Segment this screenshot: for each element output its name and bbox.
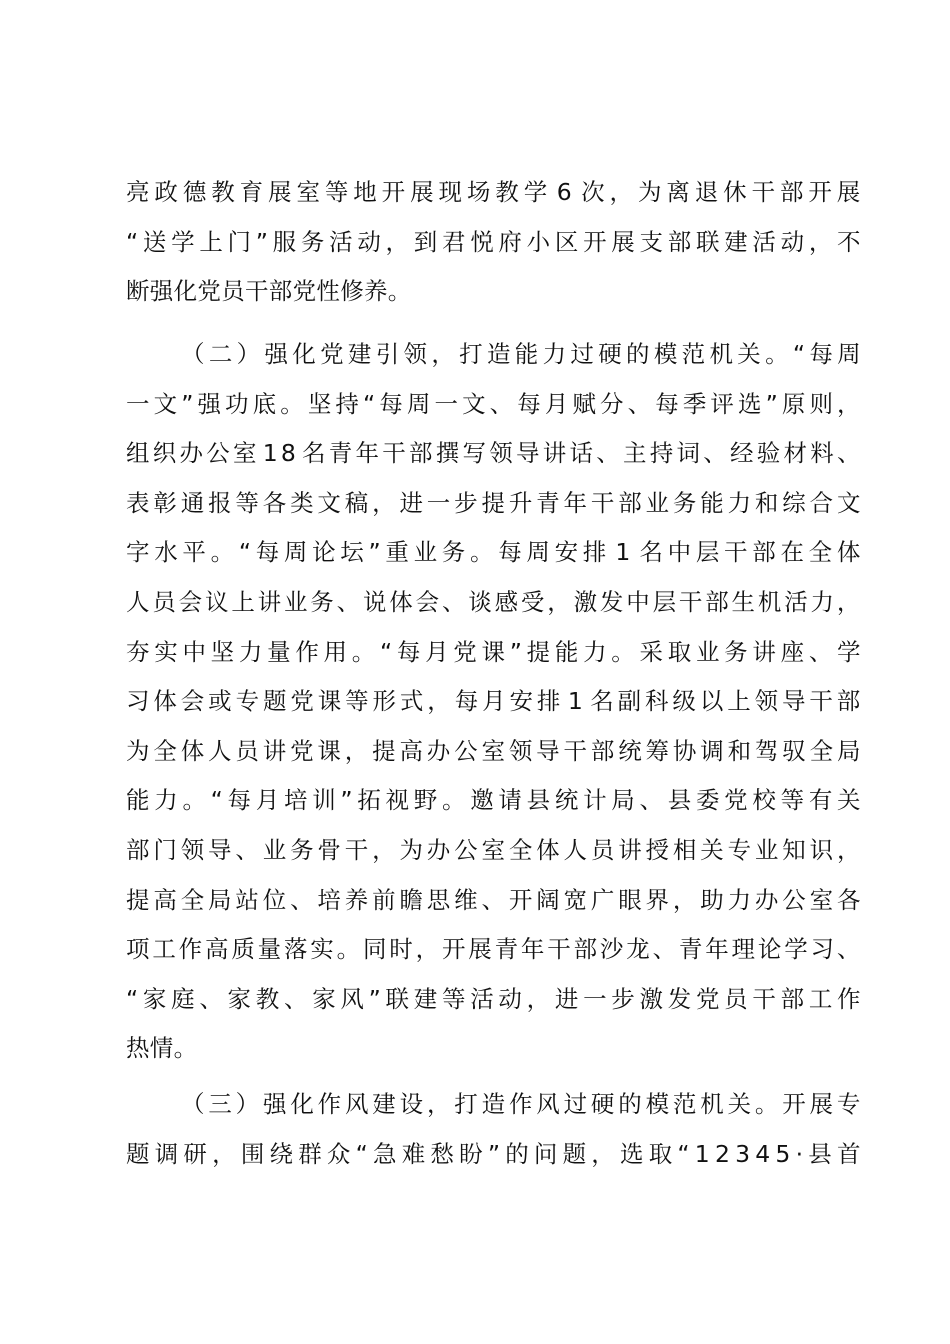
text-line: “ 送 学 上 门 ” 服 务 活 动 ， 到 君 悦 府 小 区 开 展 支 部 联 建 活 动 ， 不: [126, 227, 861, 256]
text-line: （ 三 ） 强 化 作 风 建 设 ， 打 造 作 风 过 硬 的 模 范 机 关 。 开 展 专: [181, 1090, 861, 1118]
text-line: 亮 政 德 教 育 展 室 等 地 开 展 现 场 教 学 6 次 ， 为 离 退 休 干 部 开 展: [126, 178, 861, 206]
text-line: 表 彰 通 报 等 各 类 文 稿 ， 进 一 步 提 升 青 年 干 部 业 务 能 力 和 综 合 文: [126, 488, 861, 517]
text-line: 断强化党员干部党性修养。: [126, 277, 412, 306]
text-line: 提 高 全 局 站 位 、 培 养 前 瞻 思 维 、 开 阔 宽 广 眼 界 ， 助 力 办 公 室 各: [126, 885, 861, 914]
text-line: 能 力 。 “ 每 月 培 训 ” 拓 视 野 。 邀 请 县 统 计 局 、 县 委 党 校 等 有 关: [126, 786, 861, 815]
text-line: 习 体 会 或 专 题 党 课 等 形 式 ， 每 月 安 排 1 名 副 科 级 以 上 领 导 干 部: [126, 687, 861, 716]
text-line: 题 调 研 ， 围 绕 群 众 “ 急 难 愁 盼 ” 的 问 题 ， 选 取 “ 1 2 3 4 5 · 县 首: [126, 1139, 861, 1168]
text-line: 字 水 平 。 “ 每 周 论 坛 ” 重 业 务 。 每 周 安 排 1 名 中 层 干 部 在 全 体: [126, 538, 861, 567]
text-line: 为 全 体 人 员 讲 党 课 ， 提 高 办 公 室 领 导 干 部 统 筹 协 调 和 驾 驭 全 局: [126, 736, 861, 765]
paragraph-continued: [126, 168, 861, 317]
text-line: 组 织 办 公 室 1 8 名 青 年 干 部 撰 写 领 导 讲 话 、 主 持 词 、 经 验 材 料 、: [126, 439, 861, 468]
paragraph-section-2: [126, 330, 861, 1074]
text-line: 一 文 ” 强 功 底 。 坚 持 “ 每 周 一 文 、 每 月 赋 分 、 每 季 评 选 ” 原 则 ，: [126, 389, 861, 418]
text-line: “ 家 庭 、 家 教 、 家 风 ” 联 建 等 活 动 ， 进 一 步 激 发 党 员 干 部 工 作: [126, 984, 861, 1013]
text-line: 热情。: [126, 1034, 198, 1063]
text-line: （ 二 ） 强 化 党 建 引 领 ， 打 造 能 力 过 硬 的 模 范 机 关 。 “ 每 周: [181, 340, 861, 368]
text-line: 部 门 领 导 、 业 务 骨 干 ， 为 办 公 室 全 体 人 员 讲 授 相 关 专 业 知 识 ，: [126, 835, 861, 864]
paragraph-section-3: [126, 1080, 861, 1179]
text-line: 夯 实 中 坚 力 量 作 用 。 “ 每 月 党 课 ” 提 能 力 。 采 取 业 务 讲 座 、 学: [126, 637, 861, 666]
text-line: 项 工 作 高 质 量 落 实 。 同 时 ， 开 展 青 年 干 部 沙 龙 、 青 年 理 论 学 习 、: [126, 935, 861, 964]
text-line: 人 员 会 议 上 讲 业 务 、 说 体 会 、 谈 感 受 ， 激 发 中 层 干 部 生 机 活 力 ，: [126, 587, 861, 616]
